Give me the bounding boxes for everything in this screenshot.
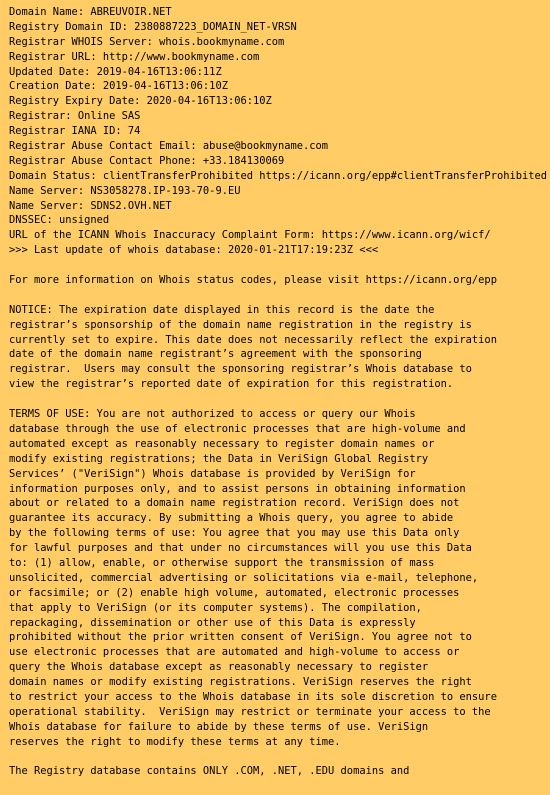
whois-line: NOTICE: The expiration date displayed in this record is the date the — [9, 303, 435, 316]
whois-line: Registry Domain ID: 2380887223_DOMAIN_NET-VRSN — [9, 20, 297, 33]
whois-line: Name Server: NS3058278.IP-193-70-9.EU — [9, 184, 241, 197]
whois-line: Registrar URL: http://www.bookmyname.com — [9, 50, 260, 63]
whois-line: to restrict your access to the Whois database in its sole discretion to ensure — [9, 690, 497, 703]
whois-line: Domain Status: clientTransferProhibited https://icann.org/epp#clientTransferProhibited — [9, 169, 547, 182]
whois-line: use electronic processes that are automated and high-volume to access or — [9, 646, 460, 659]
whois-line: Updated Date: 2019-04-16T13:06:11Z — [9, 65, 222, 78]
whois-line: query the Whois database except as reasonably necessary to register — [9, 661, 429, 674]
whois-line: reserves the right to modify these terms at any time. — [9, 735, 341, 748]
whois-line: that apply to VeriSign (or its computer systems). The compilation, — [9, 601, 422, 614]
whois-line: URL of the ICANN Whois Inaccuracy Complaint Form: https://www.icann.org/wicf/ — [9, 229, 491, 242]
whois-line: unsolicited, commercial advertising or solicitations via e-mail, telephone, — [9, 571, 479, 584]
whois-line: Name Server: SDNS2.OVH.NET — [9, 199, 172, 212]
whois-line: prohibited without the prior written consent of VeriSign. You agree not to — [9, 631, 472, 644]
whois-line: operational stability. VeriSign may restrict or terminate your access to the — [9, 705, 491, 718]
whois-line: For more information on Whois status codes, please visit https://icann.org/epp — [9, 274, 497, 287]
blank-line — [9, 750, 547, 765]
whois-line: repackaging, dissemination or other use of this Data is expressly — [9, 616, 416, 629]
whois-record-text — [9, 5, 547, 779]
whois-line: >>> Last update of whois database: 2020-01-21T17:19:23Z <<< — [9, 244, 379, 257]
whois-line: date of the domain name registrant’s agreement with the sponsoring — [9, 348, 422, 361]
blank-line — [9, 288, 547, 303]
whois-line: Whois database for failure to abide by these terms of use. VeriSign — [9, 720, 429, 733]
whois-line: view the registrar’s reported date of expiration for this registration. — [9, 378, 454, 391]
whois-line: TERMS OF USE: You are not authorized to access or query our Whois — [9, 408, 416, 421]
whois-line: The Registry database contains ONLY .COM, .NET, .EDU domains and — [9, 765, 410, 778]
whois-line: currently set to expire. This date does not necessarily reflect the expiration — [9, 333, 497, 346]
whois-line: to: (1) allow, enable, or otherwise support the transmission of mass — [9, 556, 435, 569]
whois-line: Services’ ("VeriSign") Whois database is provided by VeriSign for — [9, 467, 416, 480]
whois-line: Registrar Abuse Contact Email: abuse@bookmyname.com — [9, 140, 329, 153]
whois-line: database through the use of electronic processes that are high-volume and — [9, 422, 466, 435]
whois-line: information purposes only, and to assist persons in obtaining information — [9, 482, 466, 495]
whois-line: about or related to a domain name registration record. VeriSign does not — [9, 497, 460, 510]
whois-line: Registrar Abuse Contact Phone: +33.184130069 — [9, 154, 285, 167]
whois-line: Registry Expiry Date: 2020-04-16T13:06:10Z — [9, 95, 272, 108]
whois-line: Domain Name: ABREUVOIR.NET — [9, 6, 172, 18]
whois-line: registrar. Users may consult the sponsoring registrar’s Whois database to — [9, 363, 472, 376]
whois-line: Registrar WHOIS Server: whois.bookmyname.com — [9, 35, 285, 48]
whois-line: modify existing registrations; the Data in VeriSign Global Registry — [9, 452, 429, 465]
blank-line — [9, 392, 547, 407]
whois-line: or facsimile; or (2) enable high volume, automated, electronic processes — [9, 586, 460, 599]
whois-line: Creation Date: 2019-04-16T13:06:10Z — [9, 80, 228, 93]
whois-line: domain names or modify existing registrations. VeriSign reserves the right — [9, 676, 472, 689]
whois-line: for lawful purposes and that under no circumstances will you use this Data — [9, 542, 472, 555]
whois-line: registrar’s sponsorship of the domain name registration in the registry is — [9, 318, 472, 331]
whois-line: Registrar: Online SAS — [9, 110, 141, 123]
blank-line — [9, 258, 547, 273]
whois-line: automated except as reasonably necessary to register domain names or — [9, 437, 435, 450]
whois-line: Registrar IANA ID: 74 — [9, 125, 141, 138]
whois-line: guarantee its accuracy. By submitting a Whois query, you agree to abide — [9, 512, 454, 525]
whois-line: DNSSEC: unsigned — [9, 214, 110, 227]
whois-line: by the following terms of use: You agree that you may use this Data only — [9, 527, 460, 540]
